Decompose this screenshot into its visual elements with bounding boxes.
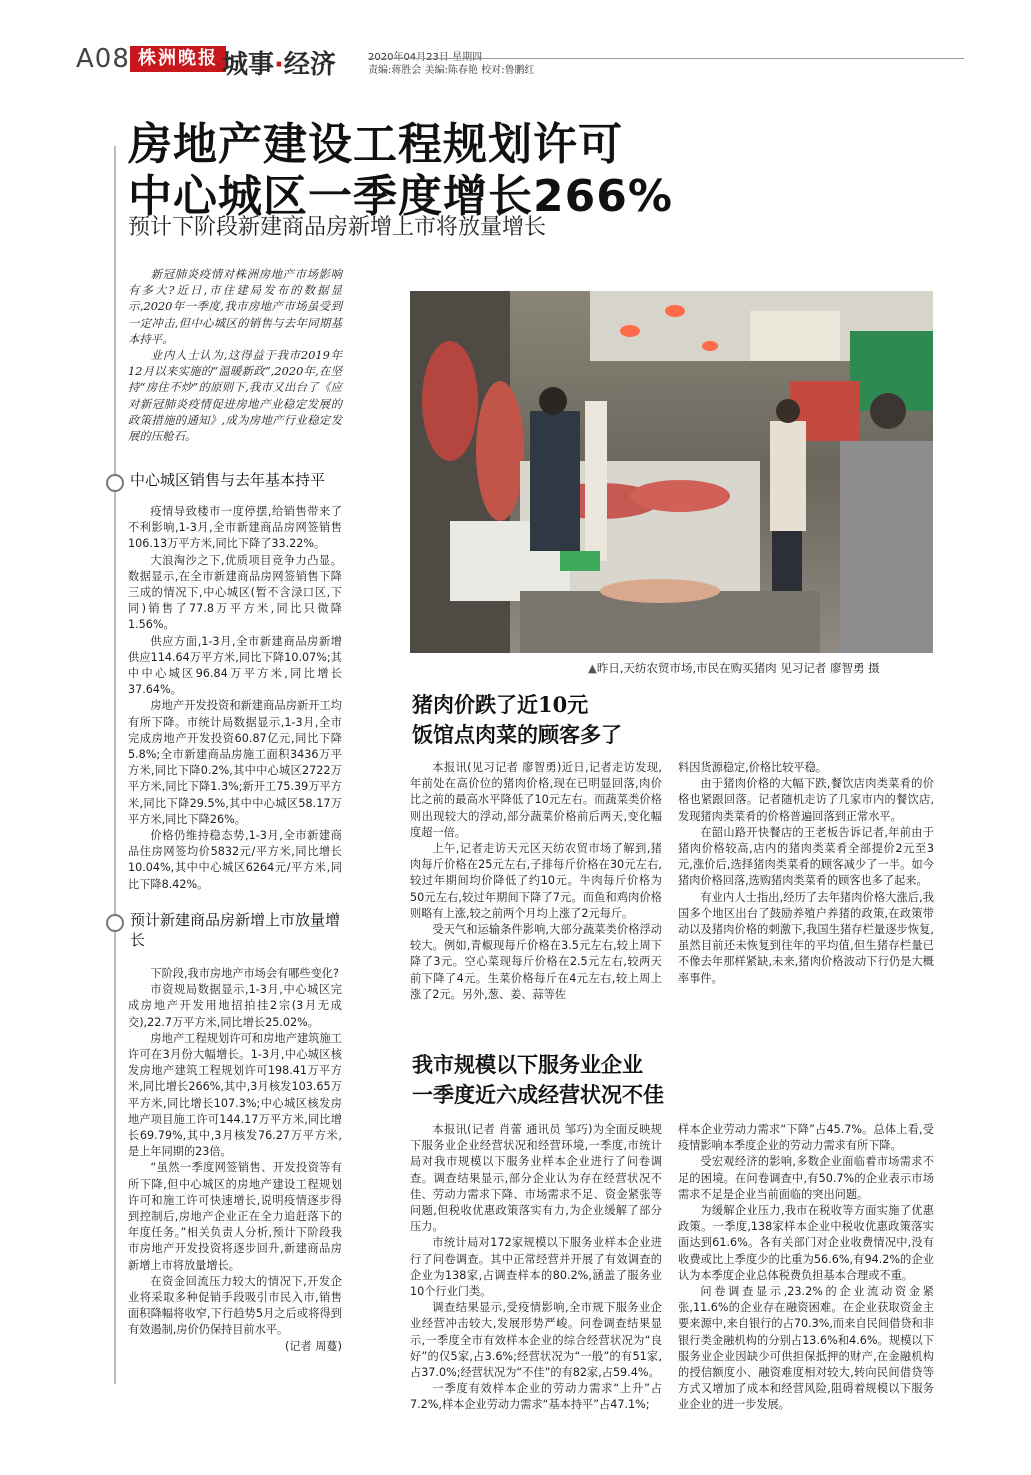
body-paragraph: 供应方面,1-3月,全市新建商品房新增供应114.64万平方米,同比下降10.07%;其中中心城区96.84万平方米,同比增长37.64%。	[128, 634, 342, 697]
subheadline: 预计下阶段新建商品房新增上市将放量增长	[128, 215, 547, 240]
article-column	[410, 1122, 662, 1414]
body-paragraph: 市统计局对172家规模以下服务业样本企业进行了问卷调查。其中正常经营并开展了有效调查的企业为138家,占调查样本的80.2%,涵盖了服务业10个行业门类。	[410, 1236, 662, 1299]
body-paragraph: 有业内人士指出,经历了去年猪肉价格大涨后,我国多个地区出台了鼓励养殖户养猪的政策,在政策带动以及猪肉价格的刺激下,我国生猪存栏量逐步恢复,虽然目前还未恢复到往年的平均值,但生猪存栏量已不像去年那样紧缺,未来,猪肉价格波动下行仍是大概率事件。	[678, 890, 934, 985]
left-vertical-rule	[114, 146, 116, 1384]
article-title-line: 一季度近六成经营状况不佳	[412, 1082, 664, 1107]
editor-credits: 责编:蒋胜会 美编:陈春艳 校对:鲁鹏红	[368, 65, 535, 76]
body-paragraph: 问卷调查显示,23.2%的企业流动资金紧张,11.6%的企业存在融资困难。在企业获取资金主要来源中,来自银行的占70.3%,而来自民间借贷和非银行类金融机构的分别占13.6%和4.6%。规模以下服务业企业因缺少可供担保抵押的财产,在金融机构的授信额度小、融资难度相对较大,转向民间借贷等方式又增加了成本和经营风险,阻碍着规模以下服务业企业的进一步发展。	[678, 1285, 934, 1412]
body-paragraph: 一季度有效样本企业的劳动力需求“上升”占7.2%,样本企业劳动力需求“基本持平”占47.1%;	[410, 1382, 662, 1412]
body-paragraph: 大浪淘沙之下,优质项目竞争力凸显。数据显示,在全市新建商品房网签销售下降三成的情况下,中心城区(暂不含渌口区,下同)销售了77.8万平方米,同比只微降1.56%。	[128, 553, 342, 632]
issue-date: 2020年04月23日 星期四	[368, 52, 483, 63]
body-paragraph: 房地产工程规划许可和房地产建筑施工许可在3月份大幅增长。1-3月,中心城区核发房地产建筑工程规划许可198.41万平方米,同比增长266%,其中,3月核发103.65万平方米,同比增长107.3%;中心城区核发房地产项目施工许可144.17万平方米,同比增长69.79%,其中,3月核发76.27万平方米,是上年同期的23倍。	[128, 1031, 342, 1159]
article-column	[678, 760, 934, 987]
body-paragraph: 市资规局数据显示,1-3月,中心城区完成房地产开发用地招拍挂2宗(3月无成交),22.7万平方米,同比增长25.02%。	[128, 983, 342, 1029]
body-paragraph: 样本企业劳动力需求“下降”占45.7%。总体上看,受疫情影响本季度企业的劳动力需求有所下降。	[678, 1123, 934, 1153]
article-title-line: 我市规模以下服务业企业	[412, 1052, 643, 1077]
body-paragraph: 本报讯(见习记者 廖智勇)近日,记者走访发现,年前处在高价位的猪肉价格,现在已明显回落,肉价比之前的最高水平降低了10元左右。而蔬菜类价格则出现较大的浮动,部分蔬菜价格前后两天,变化幅度超一倍。	[410, 761, 662, 839]
newspaper-logo: 株洲晚报	[130, 46, 226, 72]
lead-paragraph: 新冠肺炎疫情对株洲房地产市场影响有多大?近日,市住建局发布的数据显示,2020年一季度,我市房地产市场虽受到一定冲击,但中心城区的销售与去年同期基本持平。	[128, 267, 342, 346]
section-bullet-icon	[106, 914, 124, 932]
section-body	[128, 504, 342, 893]
section-right: 经济	[283, 50, 336, 80]
body-paragraph: 上午,记者走访天元区天纺农贸市场了解到,猪肉每斤价格在25元左右,子排每斤价格在30元左右,较过年期间均价降低了约10元。牛肉每斤价格为50元左右,较过年期间下降了7元。而鱼和鸡肉价格则略有上涨,较之前两个月均上涨了2元每斤。	[410, 842, 662, 920]
body-paragraph: 受宏观经济的影响,多数企业面临着市场需求不足的困境。在问卷调查中,有50.7%的企业表示市场需求不足是企业当前面临的突出问题。	[678, 1155, 934, 1201]
headline-line-1: 房地产建设工程规划许可	[128, 119, 623, 170]
body-paragraph: 调查结果显示,受疫情影响,全市规下服务业企业经营冲击较大,发展形势严峻。问卷调查结果显示,一季度全市有效样本企业的综合经营状况为“良好”的仅5家,占3.6%;经营状况为“一般”的有51家,占37.0%;经营状况为“不佳”的有82家,占59.4%。	[410, 1301, 662, 1380]
article-title	[412, 690, 622, 750]
body-paragraph: 下阶段,我市房地产市场会有哪些变化?	[150, 967, 339, 980]
photo-caption	[588, 660, 880, 676]
section-title: 中心城区销售与去年基本持平	[130, 471, 326, 489]
body-paragraph: 为缓解企业压力,我市在税收等方面实施了优惠政策。一季度,138家样本企业中税收优惠政策落实面达到61.6%。各有关部门对企业收费情况中,没有收费或比上季度少的比重为56.6%,有94.2%的企业认为本季度企业总体税费负担基本合理或不重。	[678, 1204, 934, 1282]
article-column	[678, 1122, 934, 1414]
market-photo	[410, 291, 933, 653]
lead-paragraph: 业内人士认为,这得益于我市2019年12月以来实施的“温暖新政”,2020年,在坚持“房住不炒”的原则下,我市又出台了《应对新冠肺炎疫情促进房地产业稳定发展的政策措施的通知》,成为房地产行业稳定发展的压舱石。	[128, 348, 342, 444]
article-title-line: 饭馆点肉菜的顾客多了	[412, 722, 622, 747]
byline: (记者 周蔓)	[284, 1339, 342, 1353]
caption-text: 昨日,天纺农贸市场,市民在购买猪肉 见习记者 廖智勇 摄	[596, 661, 880, 675]
body-paragraph: “虽然一季度网签销售、开发投资等有所下降,但中心城区的房地产建设工程规划许可和施工许可快速增长,说明疫情逐步得到控制后,房地产企业正在全力追赶落下的年度任务。”相关负责人分析,预计下阶段我市房地产开发投资将逐步回升,新建商品房新增上市将放量增长。	[128, 1161, 342, 1272]
section-name	[222, 44, 336, 81]
page-number: A08	[76, 44, 130, 74]
body-paragraph: 受天气和运输条件影响,大部分蔬菜类价格浮动较大。例如,青椒现每斤价格在3.5元左右,较上周下降了3元。空心菜现每斤价格在2.5元左右,较两天前下降了4元。生菜价格每斤在4元左右,较上周上涨了2元。另外,葱、姜、蒜等佐	[410, 923, 662, 1001]
body-paragraph: 疫情导致楼市一度停摆,给销售带来了不利影响,1-3月,全市新建商品房网签销售106.13万平方米,同比下降了33.22%。	[128, 505, 342, 551]
body-paragraph: 由于猪肉价格的大幅下跌,餐饮店肉类菜肴的价格也紧跟回落。记者随机走访了几家市内的餐饮店,发现猪肉类菜肴的价格普遍回落到正常水平。	[678, 777, 934, 823]
section-left: 城事	[222, 50, 275, 80]
body-paragraph: 房地产开发投资和新建商品房新开工均有所下降。市统计局数据显示,1-3月,全市完成房地产开发投资60.87亿元,同比下降5.8%;全市新建商品房施工面积3436万平方米,同比下降0.2%,其中中心城区2722万平方米,同比下降1.3%;新开工75.39万平方米,同比下降29.5%,其中中心城区58.17万平方米,同比下降26%。	[128, 699, 342, 826]
lead-paragraphs	[128, 266, 342, 444]
section-title: 预计新建商品房新增上市放量增长	[130, 911, 341, 949]
section-body	[128, 966, 342, 1355]
article-title-line: 猪肉价跌了近10元	[412, 692, 589, 717]
caption-marker-icon: ▲	[588, 661, 597, 675]
body-paragraph: 在韶山路开快餐店的王老板告诉记者,年前由于猪肉价格较高,店内的猪肉类菜肴全部提价2元至3元,涨价后,选择猪肉类菜肴的顾客减少了一半。如今猪肉价格回落,选购猪肉类菜肴的顾客也多了起来。	[678, 825, 934, 888]
body-paragraph: 价格仍维持稳态势,1-3月,全市新建商品住房网签均价5832元/平方米,同比增长10.04%,其中中心城区6264元/平方米,同比下降8.42%。	[128, 829, 342, 891]
body-paragraph: 料因货源稳定,价格比较平稳。	[678, 761, 827, 774]
section-dot: ·	[274, 50, 284, 80]
header-rule	[368, 58, 964, 59]
section-bullet-icon	[106, 474, 124, 492]
headline-line-2: 中心城区一季度增长266%	[128, 171, 673, 222]
body-paragraph: 在资金回流压力较大的情况下,开发企业将采取多种促销手段吸引市民入市,销售面积降幅将收窄,下行趋势5月之后或将得到有效遏制,房价仍保持目前水平。	[128, 1274, 342, 1337]
body-paragraph: 本报讯(记者 肖蕾 通讯员 邹巧)为全面反映规下服务业企业经营状况和经营环境,一季度,市统计局对我市规模以下服务业样本企业进行了问卷调查。调查结果显示,部分企业认为存在经营状况不佳、劳动力需求下降、市场需求不足、资金紧张等问题,但税收优惠政策落实有力,为企业缓解了部分压力。	[410, 1123, 662, 1234]
article-column	[410, 760, 662, 1003]
article-title	[412, 1050, 664, 1110]
